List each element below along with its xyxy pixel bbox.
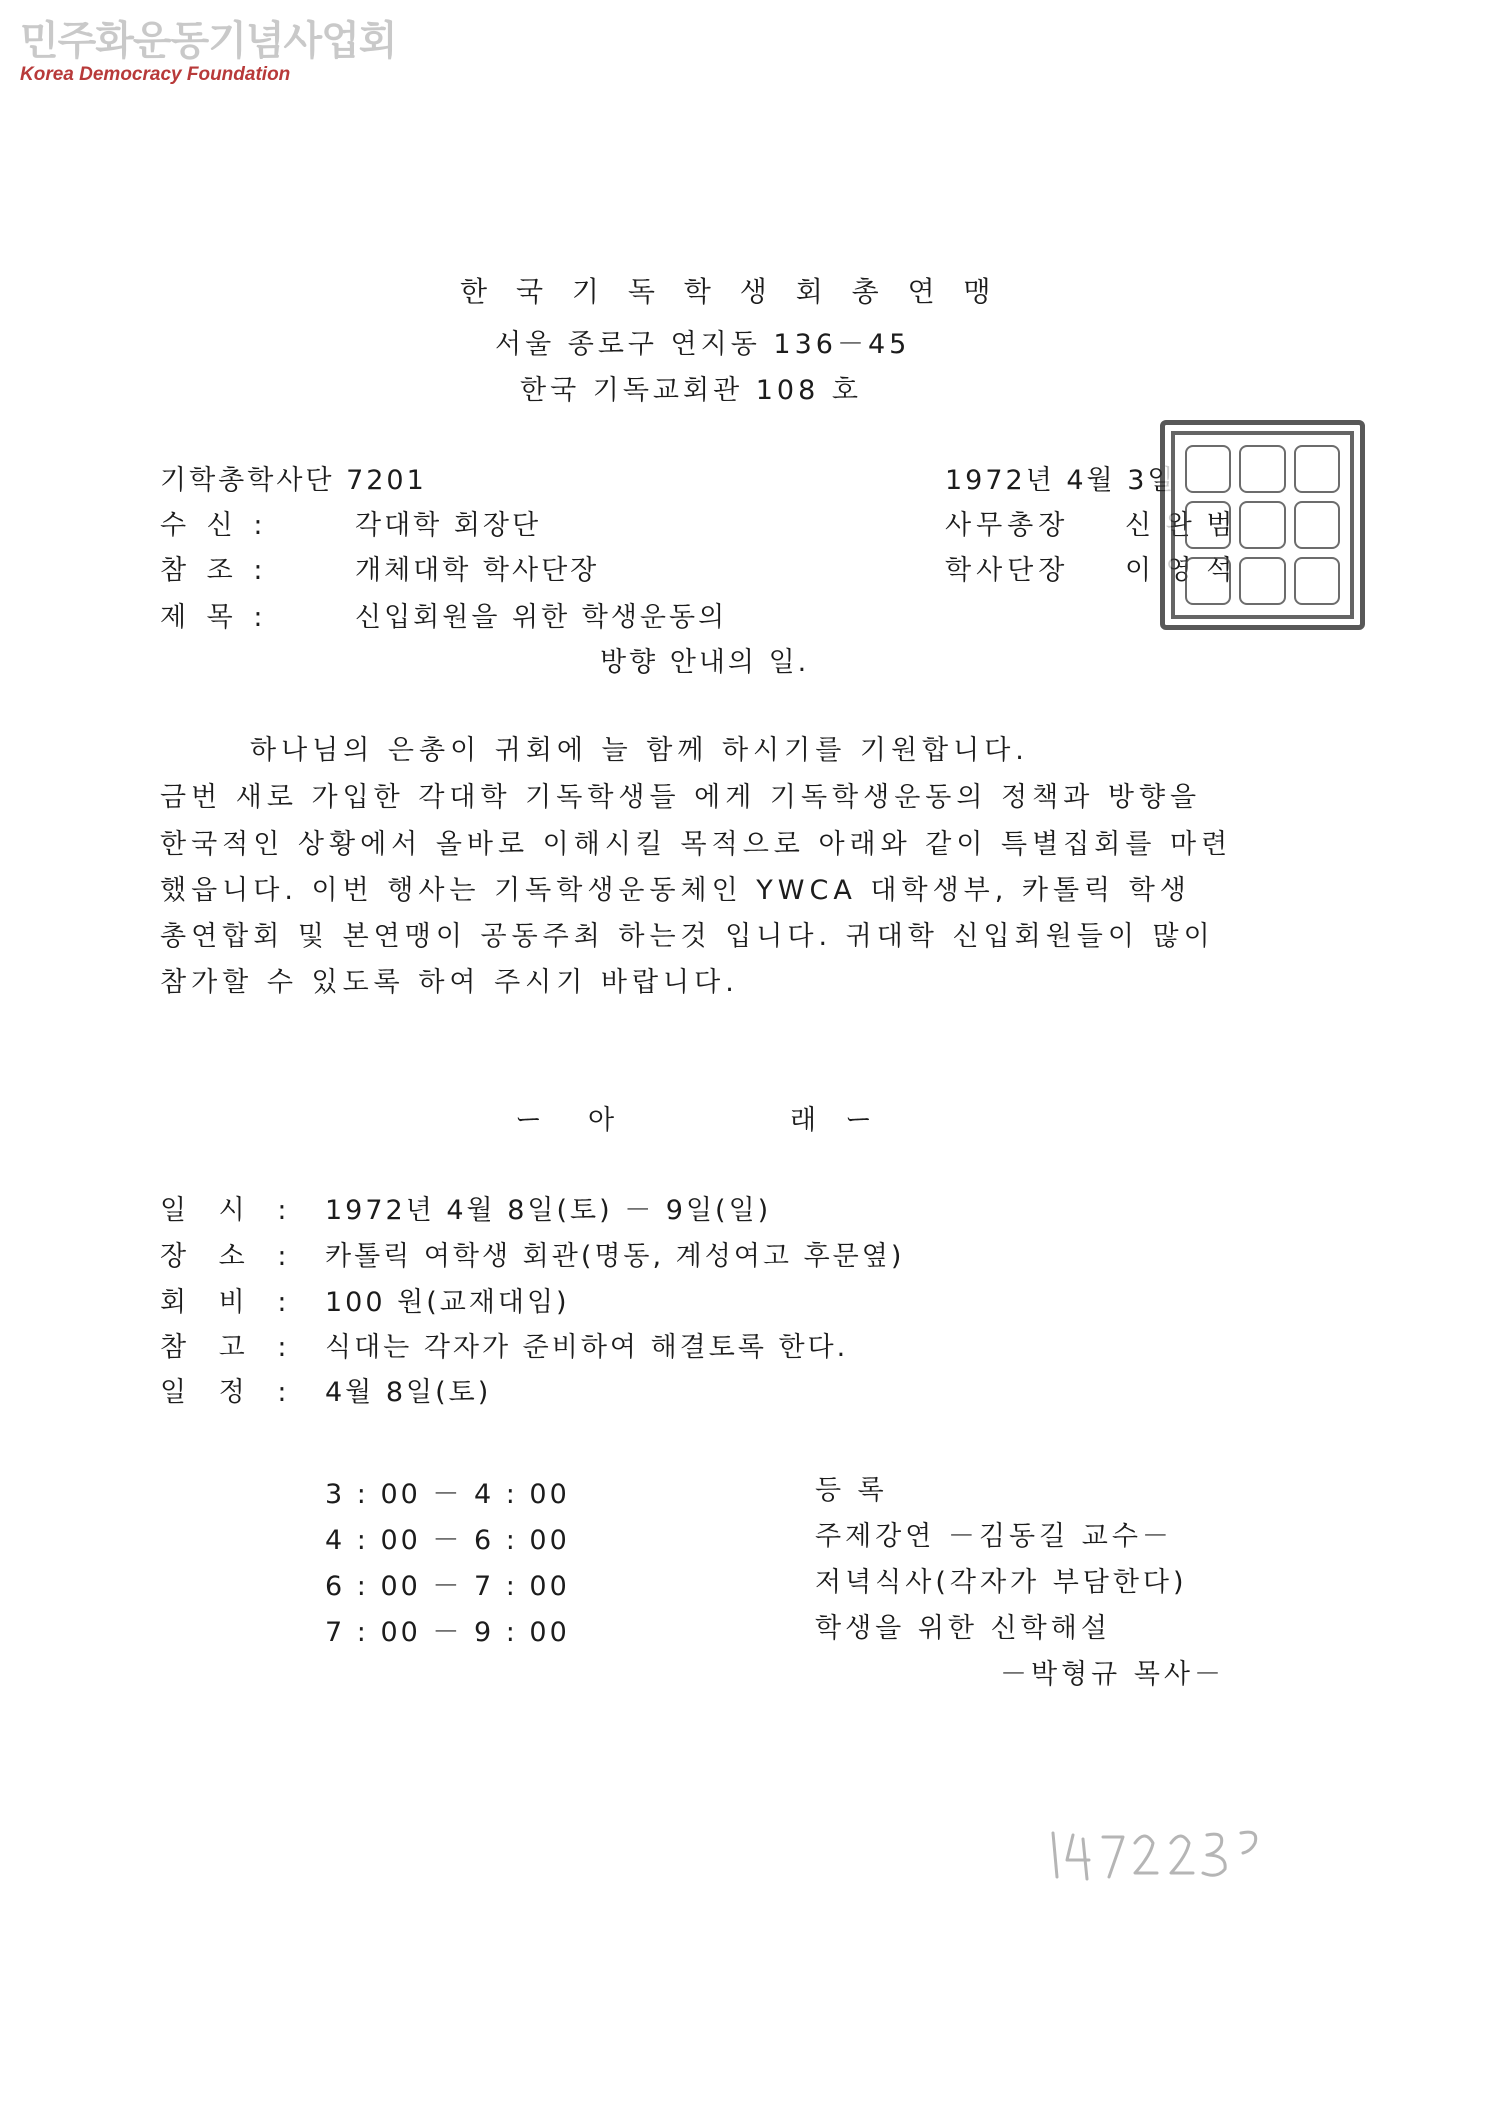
subject-line1: 신입회원을 위한 학생운동의 xyxy=(355,602,728,633)
body-line-3: 한국적인 상황에서 올바로 이해시킬 목적으로 아래와 같이 특별집회를 마련 xyxy=(160,829,1233,860)
official-seal-stamp xyxy=(1160,420,1365,630)
watermark-korean: 민주화운동기념사업회 xyxy=(20,18,397,64)
body-line-2: 금번 새로 가입한 각대학 기독학생들 에게 기독학생운동의 정책과 방향을 xyxy=(160,782,1202,813)
fee-value: 100 원(교재대임) xyxy=(325,1287,570,1318)
note-label: 참 고 : xyxy=(160,1332,299,1363)
notice-dash-right: ー xyxy=(845,1105,875,1136)
body-line-5: 총연합회 및 본연맹이 공동주최 하는것 입니다. 귀대학 신입회원들이 많이 xyxy=(160,921,1215,952)
sender1-title: 사무총장 xyxy=(945,510,1070,541)
sender2-title: 학사단장 xyxy=(945,555,1070,586)
header-address: 서울 종로구 연지동 136－45 xyxy=(495,329,911,360)
recipient-value: 각대학 회장단 xyxy=(355,510,542,541)
recipient-label: 수 신 : xyxy=(160,510,269,541)
fee-label: 회 비 : xyxy=(160,1287,299,1318)
foundation-watermark xyxy=(20,18,396,86)
schedule-speaker: －박형규 목사－ xyxy=(1000,1659,1225,1690)
handwritten-archive-number xyxy=(1045,1815,1275,1885)
subject-line2: 방향 안내의 일. xyxy=(600,647,810,678)
schedule-event-2: 주제강연 －김동길 교수－ xyxy=(815,1521,1173,1552)
header-building: 한국 기독교회관 108 호 xyxy=(520,375,862,406)
schedule-time-3: 6 : 00 － 7 : 00 xyxy=(325,1571,570,1602)
schedule-time-2: 4 : 00 － 6 : 00 xyxy=(325,1525,570,1556)
notice-dash-left: ー xyxy=(515,1105,545,1136)
body-line-1: 하나님의 은총이 귀회에 늘 함께 하시기를 기원합니다. xyxy=(250,735,1029,766)
schedule-value: 4월 8일(토) xyxy=(325,1377,492,1408)
schedule-event-4: 학생을 위한 신학해설 xyxy=(815,1613,1111,1644)
body-line-6: 참가할 수 있도록 하여 주시기 바랍니다. xyxy=(160,967,739,998)
notice-rae: 래 xyxy=(790,1105,820,1136)
reference-value: 개체대학 학사단장 xyxy=(355,555,600,586)
body-line-4: 했읍니다. 이번 행사는 기독학생운동체인 YWCA 대학생부, 카톨릭 학생 xyxy=(160,875,1191,906)
doc-number: 기학총학사단 7201 xyxy=(160,465,427,496)
schedule-event-1: 등 록 xyxy=(815,1475,888,1506)
place-value: 카톨릭 여학생 회관(명동, 계성여고 후문옆) xyxy=(325,1241,905,1272)
date-label: 일 시 : xyxy=(160,1195,299,1226)
schedule-event-3: 저녁식사(각자가 부담한다) xyxy=(815,1567,1188,1598)
notice-a: 아 xyxy=(588,1105,618,1136)
doc-date: 1972년 4월 3일 xyxy=(945,465,1177,496)
date-value: 1972년 4월 8일(토) － 9일(일) xyxy=(325,1195,772,1226)
subject-label: 제 목 : xyxy=(160,602,269,633)
sender1-name: 신 완 범 xyxy=(1125,510,1236,541)
header-org: 한 국 기 독 학 생 회 총 연 맹 xyxy=(460,275,1001,308)
reference-label: 참 조 : xyxy=(160,555,269,586)
schedule-time-1: 3 : 00 － 4 : 00 xyxy=(325,1479,570,1510)
schedule-time-4: 7 : 00 － 9 : 00 xyxy=(325,1617,570,1648)
place-label: 장 소 : xyxy=(160,1241,299,1272)
note-value: 식대는 각자가 준비하여 해결토록 한다. xyxy=(325,1332,849,1363)
schedule-label: 일 정 : xyxy=(160,1377,299,1408)
sender2-name: 이 영 석 xyxy=(1125,555,1236,586)
watermark-english: Korea Democracy Foundation xyxy=(20,64,291,85)
